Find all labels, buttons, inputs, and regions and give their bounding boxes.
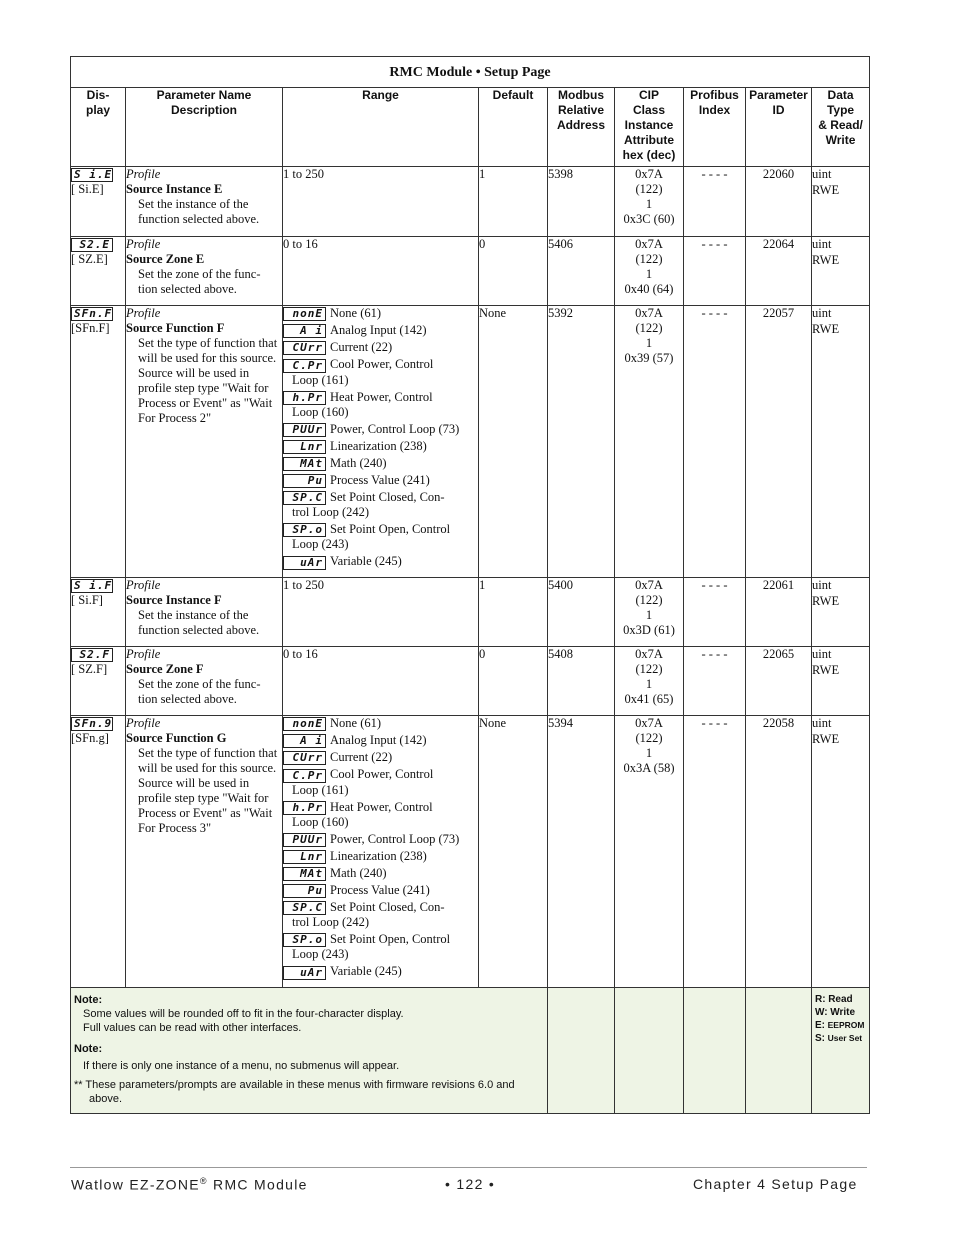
range-option: h.Pr Heat Power, Control Loop (160) xyxy=(283,390,478,420)
range-value: 0 to 16 xyxy=(283,647,479,716)
lcd-option: nonE xyxy=(283,717,326,731)
table-row xyxy=(71,306,870,578)
footer-chapter: Chapter 4 Setup Page xyxy=(693,1176,858,1192)
display-abbr: [SFn.F] xyxy=(71,321,110,336)
header-cip: CIP Class Instance Attribute hex (dec) xyxy=(615,88,684,167)
lcd-option: Pu xyxy=(283,474,326,488)
default-value: 0 xyxy=(479,647,548,716)
range-option: SP.C Set Point Closed, Con- trol Loop (242) xyxy=(283,900,478,930)
parameter-name: Source Instance E xyxy=(126,182,223,196)
header-default: Default xyxy=(479,88,548,167)
header-range: Range xyxy=(283,88,479,167)
range-option: MAt Math (240) xyxy=(283,866,478,881)
default-value: 1 xyxy=(479,167,548,237)
modbus-address: 5394 xyxy=(548,716,615,988)
lcd-display: S2.E xyxy=(71,238,113,252)
data-type: uint RWE xyxy=(812,237,870,306)
data-type: uint RWE xyxy=(812,647,870,716)
cip-value: 0x7A (122) 1 0x3D (61) xyxy=(615,578,684,647)
range-options xyxy=(283,716,479,988)
parameter-description: Set the zone of the func- tion selected above. xyxy=(138,267,261,296)
range-option: CUrr Current (22) xyxy=(283,340,478,355)
table-row xyxy=(71,578,870,647)
lcd-option: nonE xyxy=(283,307,326,321)
empty-cell xyxy=(548,988,615,1114)
parameter-description: Set the type of function that will be used for this source. Source will be used in profile step type "Wait for Process or Event" as "Wait For Process 3" xyxy=(138,746,278,835)
modbus-address: 5392 xyxy=(548,306,615,578)
menu-name: Profile xyxy=(126,237,161,251)
header-name: Parameter Name Description xyxy=(126,88,283,167)
default-value: 0 xyxy=(479,237,548,306)
lcd-option: PUUr xyxy=(283,833,326,847)
notes-row xyxy=(71,988,870,1114)
range-option: SP.o Set Point Open, Control Loop (243) xyxy=(283,522,478,552)
range-option: h.Pr Heat Power, Control Loop (160) xyxy=(283,800,478,830)
range-option: Lnr Linearization (238) xyxy=(283,849,478,864)
range-option: PUUr Power, Control Loop (73) xyxy=(283,832,478,847)
range-option: nonE None (61) xyxy=(283,716,478,731)
lcd-option: uAr xyxy=(283,556,326,570)
lcd-display: S i.E xyxy=(71,168,113,182)
empty-cell xyxy=(746,988,812,1114)
header-profibus: Profibus Index xyxy=(684,88,746,167)
empty-cell xyxy=(615,988,684,1114)
lcd-display: SFn.9 xyxy=(71,717,113,731)
profibus-index: - - - - xyxy=(684,647,746,716)
lcd-option: Lnr xyxy=(283,440,326,454)
range-option: SP.C Set Point Closed, Con- trol Loop (242) xyxy=(283,490,478,520)
modbus-address: 5400 xyxy=(548,578,615,647)
empty-cell xyxy=(684,988,746,1114)
range-option: CUrr Current (22) xyxy=(283,750,478,765)
parameter-name: Source Zone E xyxy=(126,252,205,266)
range-option: Lnr Linearization (238) xyxy=(283,439,478,454)
cip-value: 0x7A (122) 1 0x41 (65) xyxy=(615,647,684,716)
display-abbr: [ Si.E] xyxy=(71,182,104,197)
lcd-option: h.Pr xyxy=(283,391,326,405)
lcd-option: CUrr xyxy=(283,751,326,765)
lcd-display: SFn.F xyxy=(71,307,113,321)
range-value: 1 to 250 xyxy=(283,167,479,237)
parameter-name: Source Instance F xyxy=(126,593,222,607)
range-option: C.Pr Cool Power, Control Loop (161) xyxy=(283,357,478,387)
parameter-id: 22060 xyxy=(746,167,812,237)
default-value: 1 xyxy=(479,578,548,647)
note-text: If there is only one instance of a menu, no submenus will appear. xyxy=(83,1060,400,1072)
profibus-index: - - - - xyxy=(684,578,746,647)
lcd-display: S2.F xyxy=(71,648,113,662)
parameter-description: Set the instance of the function selected above. xyxy=(138,197,260,226)
lcd-option: Pu xyxy=(283,884,326,898)
page-number: • 122 • xyxy=(445,1176,496,1192)
data-type: uint RWE xyxy=(812,167,870,237)
footer-divider xyxy=(70,1167,867,1168)
menu-name: Profile xyxy=(126,716,161,730)
parameter-name: Source Zone F xyxy=(126,662,204,676)
table-row xyxy=(71,237,870,306)
note-text: Some values will be rounded off to fit in the four-character display. xyxy=(83,1008,404,1020)
modbus-address: 5406 xyxy=(548,237,615,306)
profibus-index: - - - - xyxy=(684,167,746,237)
display-abbr: [ Si.F] xyxy=(71,593,103,608)
lcd-option: A i xyxy=(283,324,326,338)
lcd-option: C.Pr xyxy=(283,769,326,783)
parameter-id: 22057 xyxy=(746,306,812,578)
range-option: A i Analog Input (142) xyxy=(283,323,478,338)
note-heading: Note: xyxy=(74,1043,103,1055)
parameter-id: 22058 xyxy=(746,716,812,988)
display-abbr: [ SZ.E] xyxy=(71,252,108,267)
parameter-name: Source Function G xyxy=(126,731,227,745)
read-write-legend: R: Read W: Write E: EEPROM S: User Set xyxy=(812,988,870,1114)
range-option: uAr Variable (245) xyxy=(283,964,478,979)
display-abbr: [SFn.g] xyxy=(71,731,109,746)
range-option: uAr Variable (245) xyxy=(283,554,478,569)
cip-value: 0x7A (122) 1 0x3C (60) xyxy=(615,167,684,237)
lcd-display: S i.F xyxy=(71,579,113,593)
lcd-option: C.Pr xyxy=(283,359,326,373)
menu-name: Profile xyxy=(126,578,161,592)
lcd-option: SP.C xyxy=(283,901,326,915)
lcd-option: A i xyxy=(283,734,326,748)
lcd-option: SP.o xyxy=(283,523,326,537)
range-option: C.Pr Cool Power, Control Loop (161) xyxy=(283,767,478,797)
lcd-option: SP.C xyxy=(283,491,326,505)
header-display: Dis- play xyxy=(71,88,126,167)
cip-value: 0x7A (122) 1 0x39 (57) xyxy=(615,306,684,578)
profibus-index: - - - - xyxy=(684,716,746,988)
default-value: None xyxy=(479,716,548,988)
default-value: None xyxy=(479,306,548,578)
range-option: nonE None (61) xyxy=(283,306,478,321)
lcd-option: MAt xyxy=(283,867,326,881)
table-title: RMC Module • Setup Page xyxy=(71,57,870,88)
footer-product: Watlow EZ-ZONE® RMC Module xyxy=(71,1176,308,1193)
menu-name: Profile xyxy=(126,647,161,661)
range-options xyxy=(283,306,479,578)
cip-value: 0x7A (122) 1 0x3A (58) xyxy=(615,716,684,988)
note-heading: Note: xyxy=(74,994,103,1006)
data-type: uint RWE xyxy=(812,306,870,578)
lcd-option: uAr xyxy=(283,966,326,980)
header-row xyxy=(71,88,870,167)
parameter-id: 22064 xyxy=(746,237,812,306)
table-row xyxy=(71,167,870,237)
parameter-name: Source Function F xyxy=(126,321,225,335)
cip-value: 0x7A (122) 1 0x40 (64) xyxy=(615,237,684,306)
range-option: PUUr Power, Control Loop (73) xyxy=(283,422,478,437)
firmware-note: ** These parameters/prompts are available in these menus with firmware revisions 6.0 and above. xyxy=(74,1079,515,1105)
data-type: uint RWE xyxy=(812,716,870,988)
note-text: Full values can be read with other interfaces. xyxy=(83,1022,302,1034)
menu-name: Profile xyxy=(126,167,161,181)
lcd-option: CUrr xyxy=(283,341,326,355)
data-type: uint RWE xyxy=(812,578,870,647)
display-abbr: [ SZ.F] xyxy=(71,662,108,677)
table-row xyxy=(71,647,870,716)
lcd-option: Lnr xyxy=(283,850,326,864)
lcd-option: SP.o xyxy=(283,933,326,947)
range-option: SP.o Set Point Open, Control Loop (243) xyxy=(283,932,478,962)
setup-parameter-table xyxy=(70,56,870,1114)
parameter-id: 22061 xyxy=(746,578,812,647)
range-option: Pu Process Value (241) xyxy=(283,473,478,488)
range-option: MAt Math (240) xyxy=(283,456,478,471)
range-option: A i Analog Input (142) xyxy=(283,733,478,748)
lcd-option: h.Pr xyxy=(283,801,326,815)
parameter-id: 22065 xyxy=(746,647,812,716)
lcd-option: MAt xyxy=(283,457,326,471)
profibus-index: - - - - xyxy=(684,237,746,306)
table-row xyxy=(71,716,870,988)
range-value: 0 to 16 xyxy=(283,237,479,306)
parameter-description: Set the type of function that will be used for this source. Source will be used in profile step type "Wait for Process or Event" as "Wait For Process 2" xyxy=(138,336,278,425)
range-option: Pu Process Value (241) xyxy=(283,883,478,898)
range-value: 1 to 250 xyxy=(283,578,479,647)
header-parameter-id: Parameter ID xyxy=(746,88,812,167)
profibus-index: - - - - xyxy=(684,306,746,578)
modbus-address: 5408 xyxy=(548,647,615,716)
menu-name: Profile xyxy=(126,306,161,320)
header-modbus: Modbus Relative Address xyxy=(548,88,615,167)
parameter-description: Set the zone of the func- tion selected above. xyxy=(138,677,261,706)
parameter-description: Set the instance of the function selected above. xyxy=(138,608,260,637)
modbus-address: 5398 xyxy=(548,167,615,237)
header-data-type: Data Type & Read/ Write xyxy=(812,88,870,167)
lcd-option: PUUr xyxy=(283,423,326,437)
notes-box xyxy=(71,988,548,1114)
